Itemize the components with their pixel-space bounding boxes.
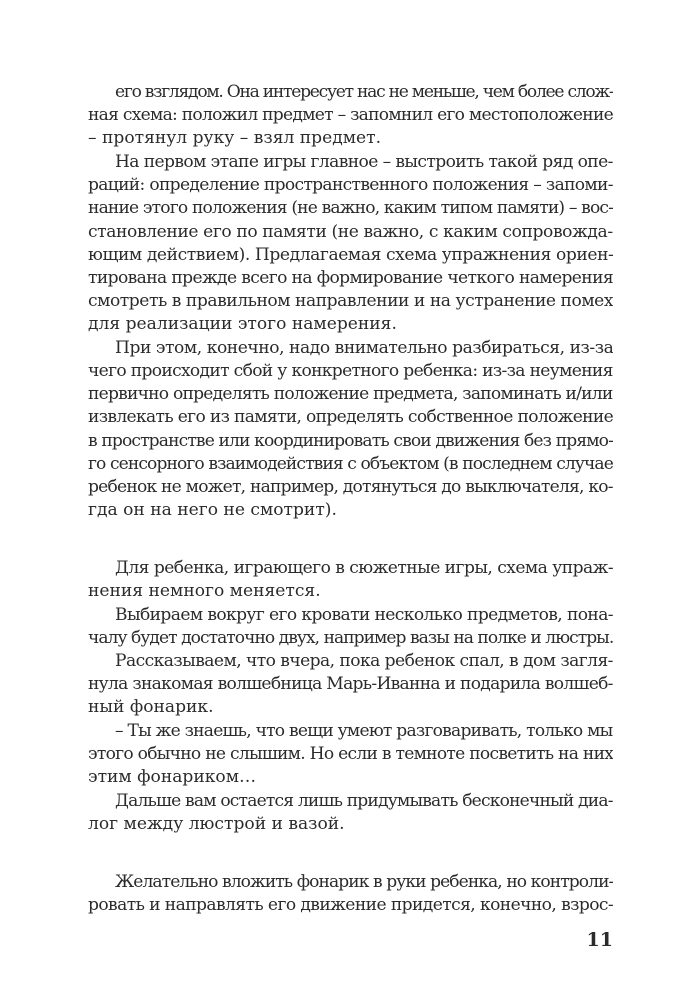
text-line: – Ты же знаешь, что вещи умеют разговаривать, только мы bbox=[115, 721, 613, 741]
text-line: этим фонариком… bbox=[88, 767, 257, 787]
text-line: лог между люстрой и вазой. bbox=[88, 814, 345, 834]
text-line: ребенок не может, например, дотянуться до выключателя, ко- bbox=[88, 477, 613, 497]
text-line: При этом, конечно, надо внимательно разбираться, из-за bbox=[115, 338, 613, 358]
text-line: в пространстве или координировать свои движения без прямо- bbox=[88, 431, 613, 451]
text-line: Желательно вложить фонарик в руки ребенка, но контроли- bbox=[115, 872, 613, 892]
text-line: нание этого положения (не важно, каким типом памяти) – вос- bbox=[88, 198, 613, 218]
text-line: раций: определение пространственного положения – запоми- bbox=[88, 175, 613, 195]
text-line: Выбираем вокруг его кровати несколько предметов, пона- bbox=[115, 605, 613, 625]
text-line: тирована прежде всего на формирование четкого намерения bbox=[88, 268, 613, 288]
text-line: ная схема: положил предмет – запомнил его местоположение bbox=[88, 105, 613, 125]
text-line: ный фонарик. bbox=[88, 697, 214, 717]
text-line: для реализации этого намерения. bbox=[88, 314, 397, 334]
text-line: На первом этапе игры главное – выстроить такой ряд опе- bbox=[115, 152, 613, 172]
text-line: Для ребенка, играющего в сюжетные игры, схема упраж- bbox=[115, 558, 613, 578]
text-line: нения немного меняется. bbox=[88, 581, 321, 601]
text-line: первично определять положение предмета, запоминать и/или bbox=[88, 384, 613, 404]
text-line: ющим действием). Предлагаемая схема упражнения ориен- bbox=[88, 245, 613, 265]
text-line: чалу будет достаточно двух, например вазы на полке и люстры. bbox=[88, 628, 613, 648]
text-line: гда он на него не смотрит). bbox=[88, 500, 337, 520]
text-line: – протянул руку – взял предмет. bbox=[88, 128, 382, 148]
text-line: Рассказываем, что вчера, пока ребенок спал, в дом загля- bbox=[115, 651, 613, 671]
page-number: 11 bbox=[586, 929, 613, 951]
text-line: его взглядом. Она интересует нас не меньше, чем более слож- bbox=[115, 82, 613, 102]
text-line: этого обычно не слышим. Но если в темноте посветить на них bbox=[88, 744, 613, 764]
text-line: извлекать его из памяти, определять собственное положение bbox=[88, 407, 613, 427]
text-line: смотреть в правильном направлении и на устранение помех bbox=[88, 291, 613, 311]
text-line: Дальше вам остается лишь придумывать бесконечный диа- bbox=[115, 791, 613, 811]
text-line: го сенсорного взаимодействия с объектом (в последнем случае bbox=[88, 454, 613, 474]
text-line: нула знакомая волшебница Марь-Иванна и подарила волшеб- bbox=[88, 674, 613, 694]
text-line: ровать и направлять его движение придется, конечно, взрос- bbox=[88, 895, 613, 915]
text-line: чего происходит сбой у конкретного ребенка: из-за неумения bbox=[88, 361, 613, 381]
text-line: становление его по памяти (не важно, с каким сопровожда- bbox=[88, 222, 613, 242]
